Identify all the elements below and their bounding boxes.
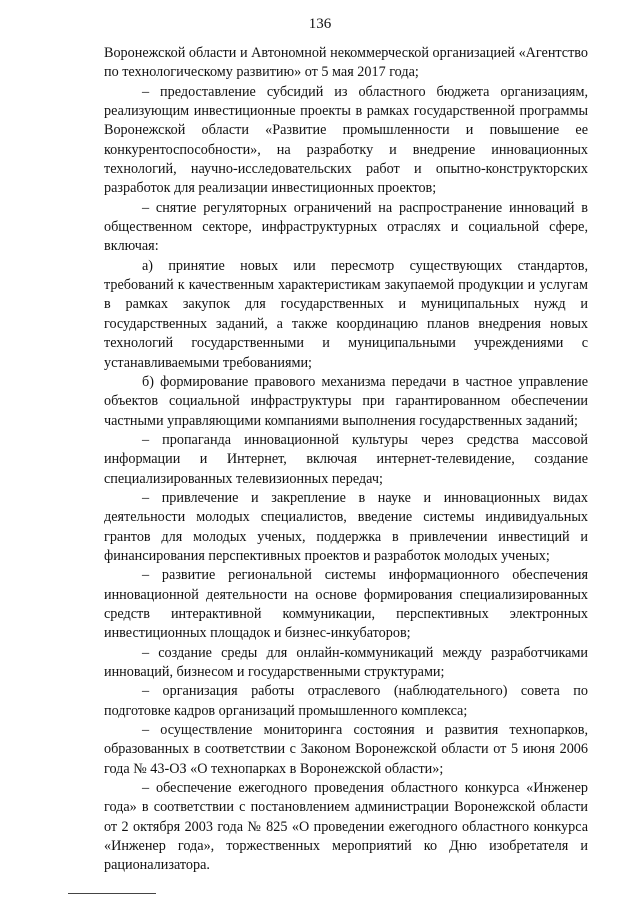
paragraph-8: – развитие региональной системы информационного обеспечения инновационной деятельности на основе формирования специализированных средств интерактивной коммуникации, перспективных электронных инвестиционных площадок и бизнес-инкубаторов;: [104, 567, 588, 642]
paragraph-9: – создание среды для онлайн-коммуникаций между разработчиками инноваций, бизнесом и государственными структурами;: [104, 644, 588, 680]
paragraph-4: а) принятие новых или пересмотр существующих стандартов, требований к качественным характеристикам закупаемой продукции и услугам в рамках закупок для государственных и муниципальных нужд и государственных заданий, а также координацию планов внедрения новых технологий государственными и муниципальными учреждениями с устанавливаемыми требованиями;: [104, 257, 588, 371]
paragraph-5: б) формирование правового механизма передачи в частное управление объектов социальной инфраструктуры при гарантированном обеспечении частными управляющими компаниями выполнения государственных заданий;: [104, 373, 588, 429]
paragraph-11: – осуществление мониторинга состояния и развития технопарков, образованных в соответствии с Законом Воронежской области от 5 июня 2006 года № 43-ОЗ «О технопарках в Воронежской области»;: [104, 722, 588, 777]
footnote-divider: [68, 893, 156, 894]
paragraph-6: – пропаганда инновационной культуры через средства массовой информации и Интернет, включая интернет-телевидение, создание специализированных телевизионных передач;: [104, 431, 588, 487]
paragraph-10: – организация работы отраслевого (наблюдательного) совета по подготовке кадров организаций промышленного комплекса;: [104, 683, 588, 719]
paragraph-1: Воронежской области и Автономной некоммерческой организацией «Агентство по технологическому развитию» от 5 мая 2017 года;: [104, 45, 588, 81]
paragraph-12: – обеспечение ежегодного проведения областного конкурса «Инженер года» в соответствии с постановлением администрации Воронежской области от 2 октября 2003 года № 825 «О проведении ежегодного областного конкурса «Инженер года», торжественных мероприятий ко Дню изобретателя и рационализатора.: [104, 780, 588, 874]
document-body: [104, 44, 588, 876]
paragraph-7: – привлечение и закрепление в науке и инновационных видах деятельности молодых специалистов, введение системы индивидуальных грантов для молодых ученых, поддержка в привлечении инвестиций и финансирования перспективных проектов и разработок молодых ученых;: [104, 489, 588, 564]
paragraph-2: – предоставление субсидий из областного бюджета организациям, реализующим инвестиционные проекты в рамках государственной программы Воронежской области «Развитие промышленности и повышение ее конкурентоспособности», на разработку и внедрение инновационных технологий, научно-исследовательских работ и опытно-конструкторских разработок для реализации инвестиционных проектов;: [104, 83, 588, 197]
paragraph-3: – снятие регуляторных ограничений на распространение инноваций в общественном секторе, инфраструктурных отраслях и социальной сфере, включая:: [104, 199, 588, 255]
page-number: 136: [308, 16, 332, 32]
